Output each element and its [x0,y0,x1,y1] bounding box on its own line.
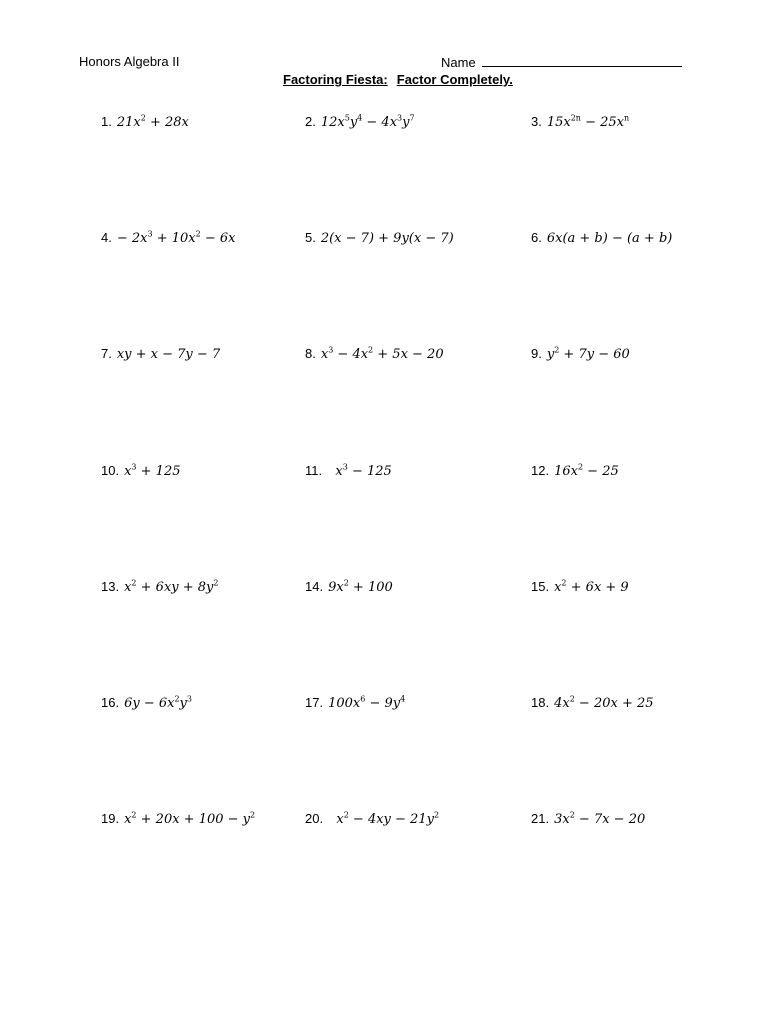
problem-number: 3. [531,114,542,130]
problem-expression: $x^2 - 4xy - 21y^2$ [328,811,440,828]
problem-9 [531,346,630,362]
problem-6 [531,230,672,246]
problem-19 [101,811,255,827]
problem-expression: $x^2 + 20x + 100 - y^2$ [124,811,256,828]
problem-expression: $21x^2 + 28x$ [116,114,189,131]
problem-number: 1. [101,114,112,130]
problem-number: 4. [101,230,112,246]
problem-number: 18. [531,695,550,711]
problem-number: 12. [531,463,550,479]
problem-number: 2. [305,114,316,130]
problem-number: 11. [305,463,323,479]
problem-expression: $12x^5y^4 - 4x^3y^7$ [320,114,415,131]
problem-2 [305,114,415,130]
problem-expression: $3x^2 - 7x - 20$ [554,811,646,828]
problem-expression: $x^2 + 6xy + 8y^2$ [124,579,219,596]
problem-expression: $16x^2 - 25$ [554,463,619,480]
problem-number: 6. [531,230,542,245]
problem-number: 7. [101,346,112,361]
problem-expression: xy + x − 7y − 7 [116,347,221,362]
problem-number: 20. [305,811,324,827]
problem-21 [531,811,645,827]
problem-5 [305,230,454,246]
problem-expression: $x^2 + 6x + 9$ [554,579,629,596]
problem-number: 21. [531,811,550,827]
problem-18 [531,695,654,711]
problem-number: 17. [305,695,324,711]
problem-17 [305,695,405,711]
problem-number: 9. [531,346,542,362]
name-field [441,54,682,70]
name-label: Name [441,55,476,70]
problem-16 [101,695,192,711]
problem-expression: $4x^2 - 20x + 25$ [554,695,654,712]
problem-expression: $15x^{2n} - 25x^n$ [546,114,630,131]
problem-expression: $9x^2 + 100$ [328,579,393,596]
problem-11 [305,463,392,479]
problem-7 [101,346,220,362]
problem-3 [531,114,629,130]
problem-15 [531,579,629,595]
problem-10 [101,463,181,479]
problem-expression: $6y - 6x^2y^3$ [124,695,192,712]
problem-number: 8. [305,346,316,362]
problem-number: 13. [101,579,120,595]
problem-expression: $x^3 - 125$ [327,463,392,480]
problem-number: 10. [101,463,120,479]
problem-expression: $x^3 + 125$ [124,463,181,480]
problem-expression: 6x(a + b) − (a + b) [546,231,673,246]
course-name: Honors Algebra II [79,54,180,69]
problem-4 [101,230,235,246]
problem-12 [531,463,619,479]
problem-number: 14. [305,579,324,595]
problem-number: 19. [101,811,120,827]
problem-expression: $100x^6 - 9y^4$ [328,695,406,712]
title-part-1: Factoring Fiesta: [283,72,388,87]
problem-8 [305,346,444,362]
problem-number: 15. [531,579,550,595]
name-blank-line [482,54,682,67]
problem-20 [305,811,439,827]
problem-14 [305,579,393,595]
problem-13 [101,579,219,595]
title-part-2: Factor Completely. [396,72,513,87]
problem-number: 16. [101,695,120,711]
problem-1 [101,114,189,130]
problem-expression: − $2x^3 + 10x^2 - 6x$ [116,230,236,247]
worksheet-title [283,72,513,87]
problem-expression: $y^2 + 7y - 60$ [546,346,630,363]
problem-number: 5. [305,230,316,245]
problem-expression: 2(x − 7) + 9y(x − 7) [320,231,454,246]
problem-expression: $x^3 - 4x^2 + 5x - 20$ [320,346,444,363]
